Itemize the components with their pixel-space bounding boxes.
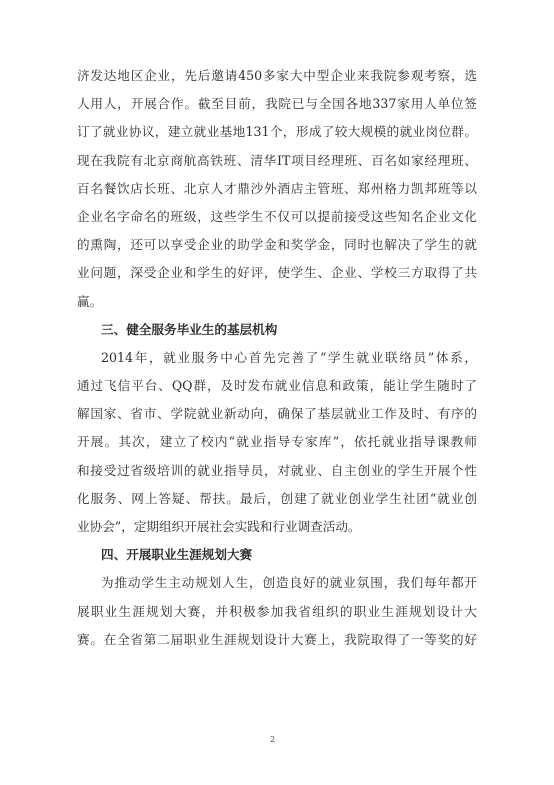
- text-line: 企业名字命名的班级，这些学生不仅可以提前接受这些知名企业文化: [77, 208, 477, 224]
- text-line: 为推动学生主动规划人生，创造良好的就业氛围，我们每年都开: [101, 575, 477, 591]
- text-line: 和接受过省级培训的就业指导员，对就业、自主创业的学生开展个性: [77, 462, 477, 478]
- body-text: [77, 62, 477, 654]
- section-heading: 三、健全服务毕业生的基层机构: [101, 321, 278, 337]
- text-line: 订了就业协议，建立就业基地131个，形成了较大规模的就业岗位群。: [77, 124, 477, 140]
- text-line: 赛。在全省第二届职业生涯规划设计大赛上，我院取得了一等奖的好: [77, 631, 477, 647]
- text-line: 开展。其次，建立了校内“就业指导专家库”，依托就业指导课教师: [77, 434, 477, 450]
- text-line: 通过飞信平台、QQ群，及时发布就业信息和政策，能让学生随时了: [77, 378, 477, 394]
- text-line: 百名餐饮店长班、北京人才鼎沙外酒店主管班、郑州格力凯邦班等以: [77, 180, 477, 196]
- text-line: 业协会”，定期组织开展社会实践和行业调查活动。: [77, 519, 361, 534]
- section-heading: 四、开展职业生涯规划大赛: [101, 547, 253, 563]
- text-line: 解国家、省市、学院就业新动向，确保了基层就业工作及时、有序的: [77, 406, 477, 422]
- text-line: 济发达地区企业，先后邀请450多家大中型企业来我院参观考察，选: [77, 68, 477, 83]
- text-line: 人用人，开展合作。截至目前，我院已与全国各地337家用人单位签: [77, 96, 477, 112]
- text-line: 展职业生涯规划大赛，并积极参加我省组织的职业生涯规划设计大: [77, 603, 477, 619]
- text-line: 现在我院有北京商航高铁班、清华IT项目经理班、百名如家经理班、: [77, 152, 477, 168]
- text-line: 2014年，就业服务中心首先完善了“学生就业联络员”体系，: [101, 349, 477, 365]
- text-line: 的熏陶，还可以享受企业的助学金和奖学金，同时也解决了学生的就: [77, 237, 477, 253]
- text-line: 业问题，深受企业和学生的好评，使学生、企业、学校三方取得了共: [77, 265, 477, 281]
- text-line: 赢。: [77, 293, 103, 309]
- text-line: 化服务、网上答疑、帮扶。最后，创建了就业创业学生社团“就业创: [77, 490, 477, 506]
- page-number: 2: [270, 735, 276, 744]
